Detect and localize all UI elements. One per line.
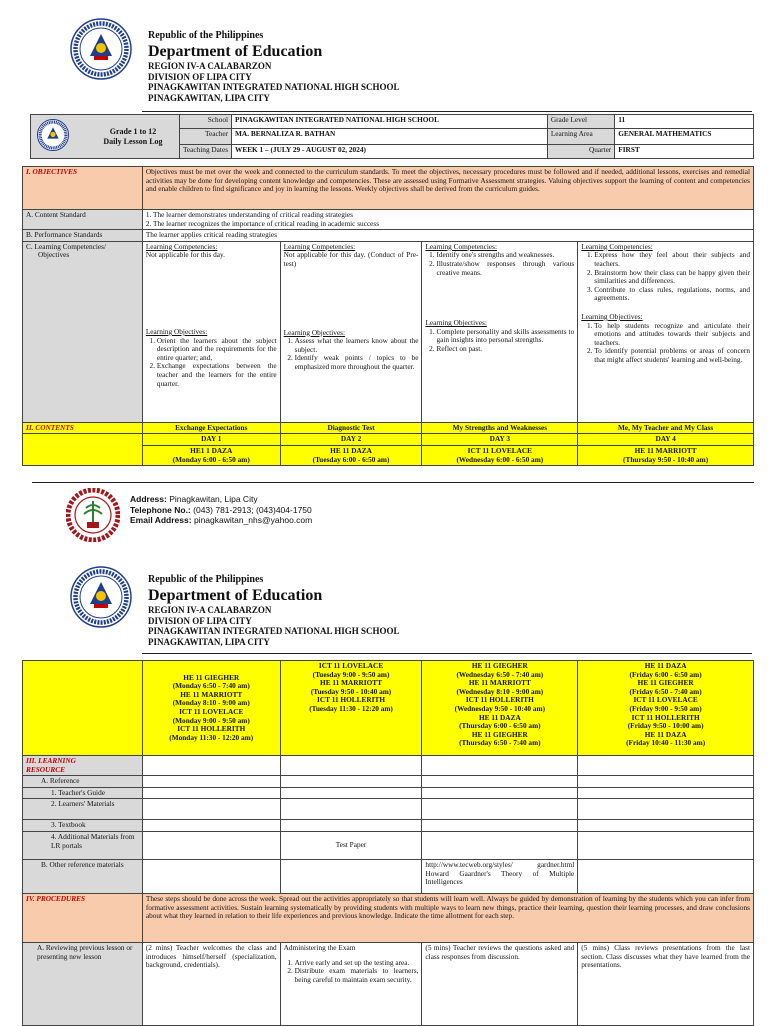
republic-text: Republic of the Philippines	[148, 30, 264, 41]
schedule-col-1	[142, 661, 280, 756]
schedule-col-4	[578, 661, 754, 756]
phone-value: (043) 781-2913; (043)404-1750	[193, 504, 312, 515]
dll-info-table	[30, 114, 754, 159]
contents-label: II. CONTENTS	[23, 422, 143, 434]
day4-lo-1: 1. To help students recognize and articulate their emotions and attitudes towards their subjects and teachers.	[594, 322, 750, 348]
sched3-line8: (Thursday 6:00 - 6:50 am)	[459, 721, 541, 731]
day4-lo-2: 2. To identify potential problems or areas of concern that might affect students' learning and well-being.	[594, 347, 750, 364]
day1-lo-1: 1. Orient the learners about the subject description and the requirements for the entire quarter; and,	[157, 337, 277, 363]
sched3-line2: (Wednesday 6:50 - 7:40 am)	[456, 669, 544, 679]
email-label: Email Address:	[130, 515, 192, 525]
sched4-line6: (Friday 9:00 - 9:50 am)	[629, 703, 702, 713]
day-1-section-name: HE1 1 DAZA	[190, 445, 233, 455]
sched1-line8: (Monday 11:30 - 12:20 am)	[169, 732, 254, 742]
day3-lc-heading: Learning Competencies:	[425, 241, 497, 251]
day-2-section-name: HE 11 DAZA	[330, 445, 372, 455]
letterhead	[148, 30, 400, 103]
day3-competency-cell	[422, 241, 578, 422]
dates-value: WEEK 1 – (JULY 29 - AUGUST 02, 2024)	[232, 145, 548, 159]
content-topic-3: My Strengths and Weaknesses	[422, 422, 578, 434]
day-3-label: DAY 3	[422, 434, 578, 446]
teachers-guide-label: 1. Teacher's Guide	[23, 787, 143, 799]
day-2-section-time: (Tuesday 6:00 - 6:50 am)	[312, 454, 390, 464]
address-label: Address:	[130, 494, 167, 504]
sched3-line6: (Wednesday 9:50 - 10:40 am)	[454, 703, 546, 713]
quarter-value: FIRST	[615, 145, 754, 159]
phone-label: Telephone No.:	[130, 504, 191, 515]
sched3-line1: HE 11 GIEGHER	[471, 661, 528, 670]
grade-label: Grade Level	[547, 115, 614, 129]
additional-materials-label: 4. Additional Materials from LR portals	[23, 831, 143, 859]
review-day2-item-2: 2. Distribute exam materials to learners, being careful to maintain exam security.	[295, 967, 419, 984]
region-text: REGION IV-A CALABARZON	[148, 61, 272, 71]
review-day1: (2 mins) Teacher welcomes the class and introduces himself/herself (specialization, background, credentials).	[142, 942, 280, 1025]
header-divider-2	[142, 653, 752, 654]
footer-divider	[32, 482, 754, 483]
competency-label-line2: Objectives	[38, 250, 70, 260]
sched4-line1: HE 11 DAZA	[644, 661, 687, 670]
day4-lo-heading: Learning Objectives:	[581, 311, 643, 321]
area-label: Learning Area	[547, 129, 614, 145]
school-address-text-2: PINAGKAWITAN, LIPA CITY	[148, 636, 270, 647]
sched2-line3: HE 11 MARRIOTT	[320, 678, 383, 688]
grade-value: 11	[615, 115, 754, 129]
department-title: Department of Education	[148, 43, 323, 60]
day-1-label: DAY 1	[142, 434, 280, 446]
department-title-2: Department of Education	[148, 587, 323, 604]
schedule-spacer	[23, 661, 143, 756]
day1-competency-cell	[142, 241, 280, 422]
day2-lo-2: 2. Identify weak points / topics to be emphasized more throughout the quarter.	[295, 354, 419, 371]
teacher-label: Teacher	[179, 129, 231, 145]
sched3-line9: HE 11 GIEGHER	[471, 729, 528, 739]
teacher-value: MA. BERNALIZA R. BATHAN	[232, 129, 548, 145]
sched1-line1: HE 11 GIEGHER	[183, 672, 240, 682]
review-day2-heading: Administering the Exam	[283, 942, 356, 952]
day-3-section-name: ICT 11 LOVELACE	[467, 445, 533, 455]
sched3-line7: HE 11 DAZA	[478, 712, 521, 722]
content-topic-2: Diagnostic Test	[280, 422, 422, 434]
day-4-section-name: HE 11 MARRIOTT	[634, 445, 697, 455]
day3-lo-1: 1. Complete personality and skills assessments to gain insights into personal strengths.	[436, 328, 574, 345]
resources-procedures-table	[22, 660, 754, 1026]
day2-competency-cell	[280, 241, 422, 422]
sched4-line4: (Friday 6:50 - 7:40 am)	[629, 686, 702, 696]
procedures-label: IV. PROCEDURES	[23, 893, 143, 942]
division-text: DIVISION OF LIPA CITY	[148, 71, 252, 82]
content-topic-1: Exchange Expectations	[142, 422, 280, 434]
objectives-text: Objectives must be met over the week and connected to the curriculum standards. To meet the objectives, necessary procedures must be followed and if needed, additional lessons, exercises and remedial activities may be done for developing content knowledge and competencies. These are assessed using Formative Assessment strategies. Valuing objectives support the learning of content and competencies and enable children to find significance and joy in learning the lessons. Weekly objectives shall be derived from the curriculum guides.	[142, 167, 753, 210]
dll-title-cell	[31, 115, 180, 159]
content-standard-1: 1. The learner demonstrates understanding of critical reading strategies	[145, 210, 353, 219]
school-logo-icon	[66, 488, 120, 542]
day2-lc-text: Not applicable for this day. (Conduct of Pre-test)	[283, 250, 419, 268]
sched4-line10: (Friday 10:40 - 11:30 am)	[626, 738, 706, 748]
day2-lc-heading: Learning Competencies:	[283, 241, 356, 251]
sched1-line6: (Monday 9:00 - 9:50 am)	[172, 715, 250, 725]
day-2-label: DAY 2	[280, 434, 422, 446]
deped-seal-icon-2	[70, 566, 132, 628]
day2-lo-heading: Learning Objectives:	[283, 327, 346, 337]
region-text-2: REGION IV-A CALABARZON	[148, 605, 272, 615]
day4-lc-2: 2. Brainstorm how their class can be happy given their similarities and differences.	[594, 269, 750, 286]
letterhead-2	[148, 574, 400, 647]
day4-lc-3: 3. Contribute to class rules, regulations, norms, and agreements.	[594, 286, 750, 303]
day4-lc-1: 1. Express how they feel about their subjects and teachers.	[594, 251, 750, 268]
deped-seal-small-icon	[37, 119, 69, 151]
dll-title-line2: Daily Lesson Log	[103, 136, 163, 146]
dates-label: Teaching Dates	[179, 145, 231, 159]
learners-materials-label: 2. Learners' Materials	[23, 799, 143, 820]
day-4-section-time: (Thursday 9:50 - 10:40 am)	[623, 454, 709, 464]
procedures-text: These steps should be done across the week. Spread out the activities appropriately so that students will learn well. Always be guided by demonstration of learning by the students which you can infer from formative assessment activities. Sustain learning systematically by providing students with multiple ways to learn new things, practice their learning, question their learning processes, and draw conclusions about what they learned in relation to their life experiences and previous knowledge. Indicate the time allotment for each step.	[142, 893, 753, 942]
day4-lc-heading: Learning Competencies:	[581, 241, 653, 251]
school-contact	[130, 494, 312, 526]
sched3-line5: ICT 11 HOLLERITH	[465, 695, 534, 705]
day3-lc-2: 2. Illustrate/show responses through various creative means.	[436, 260, 574, 277]
deped-seal-icon	[70, 18, 132, 80]
performance-standard-label: B. Performance Standards	[23, 230, 143, 242]
learning-resource-label	[23, 756, 143, 776]
review-day2	[280, 942, 422, 1025]
sched1-line4: (Monday 8:10 - 9:00 am)	[172, 698, 250, 708]
competency-label-line1: C. Learning Competencies/	[26, 241, 107, 251]
day-4-label: DAY 4	[578, 434, 754, 446]
day-4-section	[578, 445, 754, 465]
sched2-line4: (Tuesday 9:50 - 10:40 am)	[310, 686, 392, 696]
school-name-text-2: PINAGKAWITAN INTEGRATED NATIONAL HIGH SCHOOL	[148, 626, 400, 636]
sched2-line1: ICT 11 LOVELACE	[318, 661, 384, 670]
sched2-line6: (Tuesday 11:30 - 12:20 am)	[309, 703, 393, 713]
textbook-label: 3. Textbook	[23, 820, 143, 832]
sched1-line7: ICT 11 HOLLERITH	[177, 724, 246, 734]
lr-label-1: III. LEARNING	[26, 756, 76, 765]
sched2-line2: (Tuesday 9:00 - 9:50 am)	[312, 669, 390, 679]
sched4-line9: HE 11 DAZA	[644, 729, 687, 739]
header-divider	[142, 111, 752, 112]
dll-title-line1: Grade 1 to 12	[109, 126, 157, 136]
school-name-text: PINAGKAWITAN INTEGRATED NATIONAL HIGH SCHOOL	[148, 82, 400, 92]
school-address-text: PINAGKAWITAN, LIPA CITY	[148, 92, 270, 103]
sched3-line10: (Thursday 6:50 - 7:40 am)	[459, 738, 541, 748]
review-day4: (5 mins) Class reviews presentations from the last section. Class discusses what they have learned from the presentations.	[578, 942, 754, 1025]
sched2-line5: ICT 11 HOLLERITH	[317, 695, 386, 705]
sched4-line3: HE 11 GIEGHER	[637, 678, 694, 688]
objectives-table	[22, 166, 754, 466]
school-value: PINAGKAWITAN INTEGRATED NATIONAL HIGH SCHOOL	[232, 115, 548, 129]
content-standard-2: 2. The learner recognizes the importance of critical reading in academic success	[145, 218, 380, 228]
day4-competency-cell	[578, 241, 754, 422]
performance-standard-text: The learner applies critical reading strategies	[142, 230, 753, 242]
quarter-label: Quarter	[547, 145, 614, 159]
sched4-line7: ICT 11 HOLLERITH	[631, 712, 700, 722]
day-1-section	[142, 445, 280, 465]
email-value: pinagkawitan_nhs@yahoo.com	[193, 515, 313, 525]
other-reference-day3: http://www.tecweb.org/styles/ gardner.html Howard Gaardner's Theory of Multiple Intelligences	[422, 859, 578, 893]
other-reference-label: B. Other reference materials	[23, 859, 143, 893]
sched1-line3: HE 11 MARRIOTT	[180, 689, 243, 699]
review-day3: (5 mins) Teacher reviews the questions asked and class responses from discussion.	[422, 942, 578, 1025]
schedule-col-2	[280, 661, 422, 756]
content-standard-label: A. Content Standard	[23, 210, 143, 230]
competency-label	[23, 241, 143, 422]
sched1-line2: (Monday 6:50 - 7:40 am)	[172, 681, 250, 691]
republic-text-2: Republic of the Philippines	[148, 574, 264, 585]
sched4-line2: (Friday 6:00 - 6:50 am)	[629, 669, 702, 679]
day1-lc-heading: Learning Competencies:	[145, 241, 218, 251]
address-value: Pinagkawitan, Lipa City	[169, 494, 258, 504]
schedule-col-3	[422, 661, 578, 756]
content-topic-4: Me, My Teacher and My Class	[578, 422, 754, 434]
day1-lc-text: Not applicable for this day.	[145, 250, 226, 260]
sched4-line8: (Friday 9:50 - 10:00 am)	[627, 721, 704, 731]
objectives-label: I. OBJECTIVES	[23, 167, 143, 210]
day3-lo-2: 2. Reflect on past.	[436, 345, 574, 354]
division-text-2: DIVISION OF LIPA CITY	[148, 615, 252, 626]
day-3-section	[422, 445, 578, 465]
lr-label-2: RESOURCE	[26, 764, 65, 774]
area-value: GENERAL MATHEMATICS	[615, 129, 754, 145]
reference-label: A. Reference	[23, 776, 143, 788]
sched1-line5: ICT 11 LOVELACE	[179, 707, 244, 716]
test-paper-text: Test Paper	[280, 831, 422, 859]
day-2-section	[280, 445, 422, 465]
day-3-section-time: (Wednesday 6:00 - 6:50 am)	[456, 454, 544, 464]
sched3-line3: HE 11 MARRIOTT	[468, 678, 531, 688]
day3-lo-heading: Learning Objectives:	[425, 318, 487, 328]
day1-lo-heading: Learning Objectives:	[145, 326, 208, 336]
review-lesson-label: A. Reviewing previous lesson or presenting new lesson	[23, 942, 143, 1025]
day-1-section-time: (Monday 6:00 - 6:50 am)	[172, 454, 250, 464]
sched4-line5: ICT 11 LOVELACE	[633, 695, 698, 705]
sched3-line4: (Wednesday 8:10 - 9:00 am)	[456, 686, 544, 696]
day3-lc-1: 1. Identify one's strengths and weaknesses.	[436, 251, 574, 260]
review-day2-item-1: 1. Arrive early and set up the testing area.	[295, 959, 419, 968]
day1-lo-2: 2. Exchange expectations between the teacher and the learners for the entire quarter.	[157, 362, 277, 388]
school-label: School	[179, 115, 231, 129]
contents-spacer	[23, 434, 143, 466]
day2-lo-1: 1. Assess what the learners know about the subject.	[295, 337, 419, 354]
